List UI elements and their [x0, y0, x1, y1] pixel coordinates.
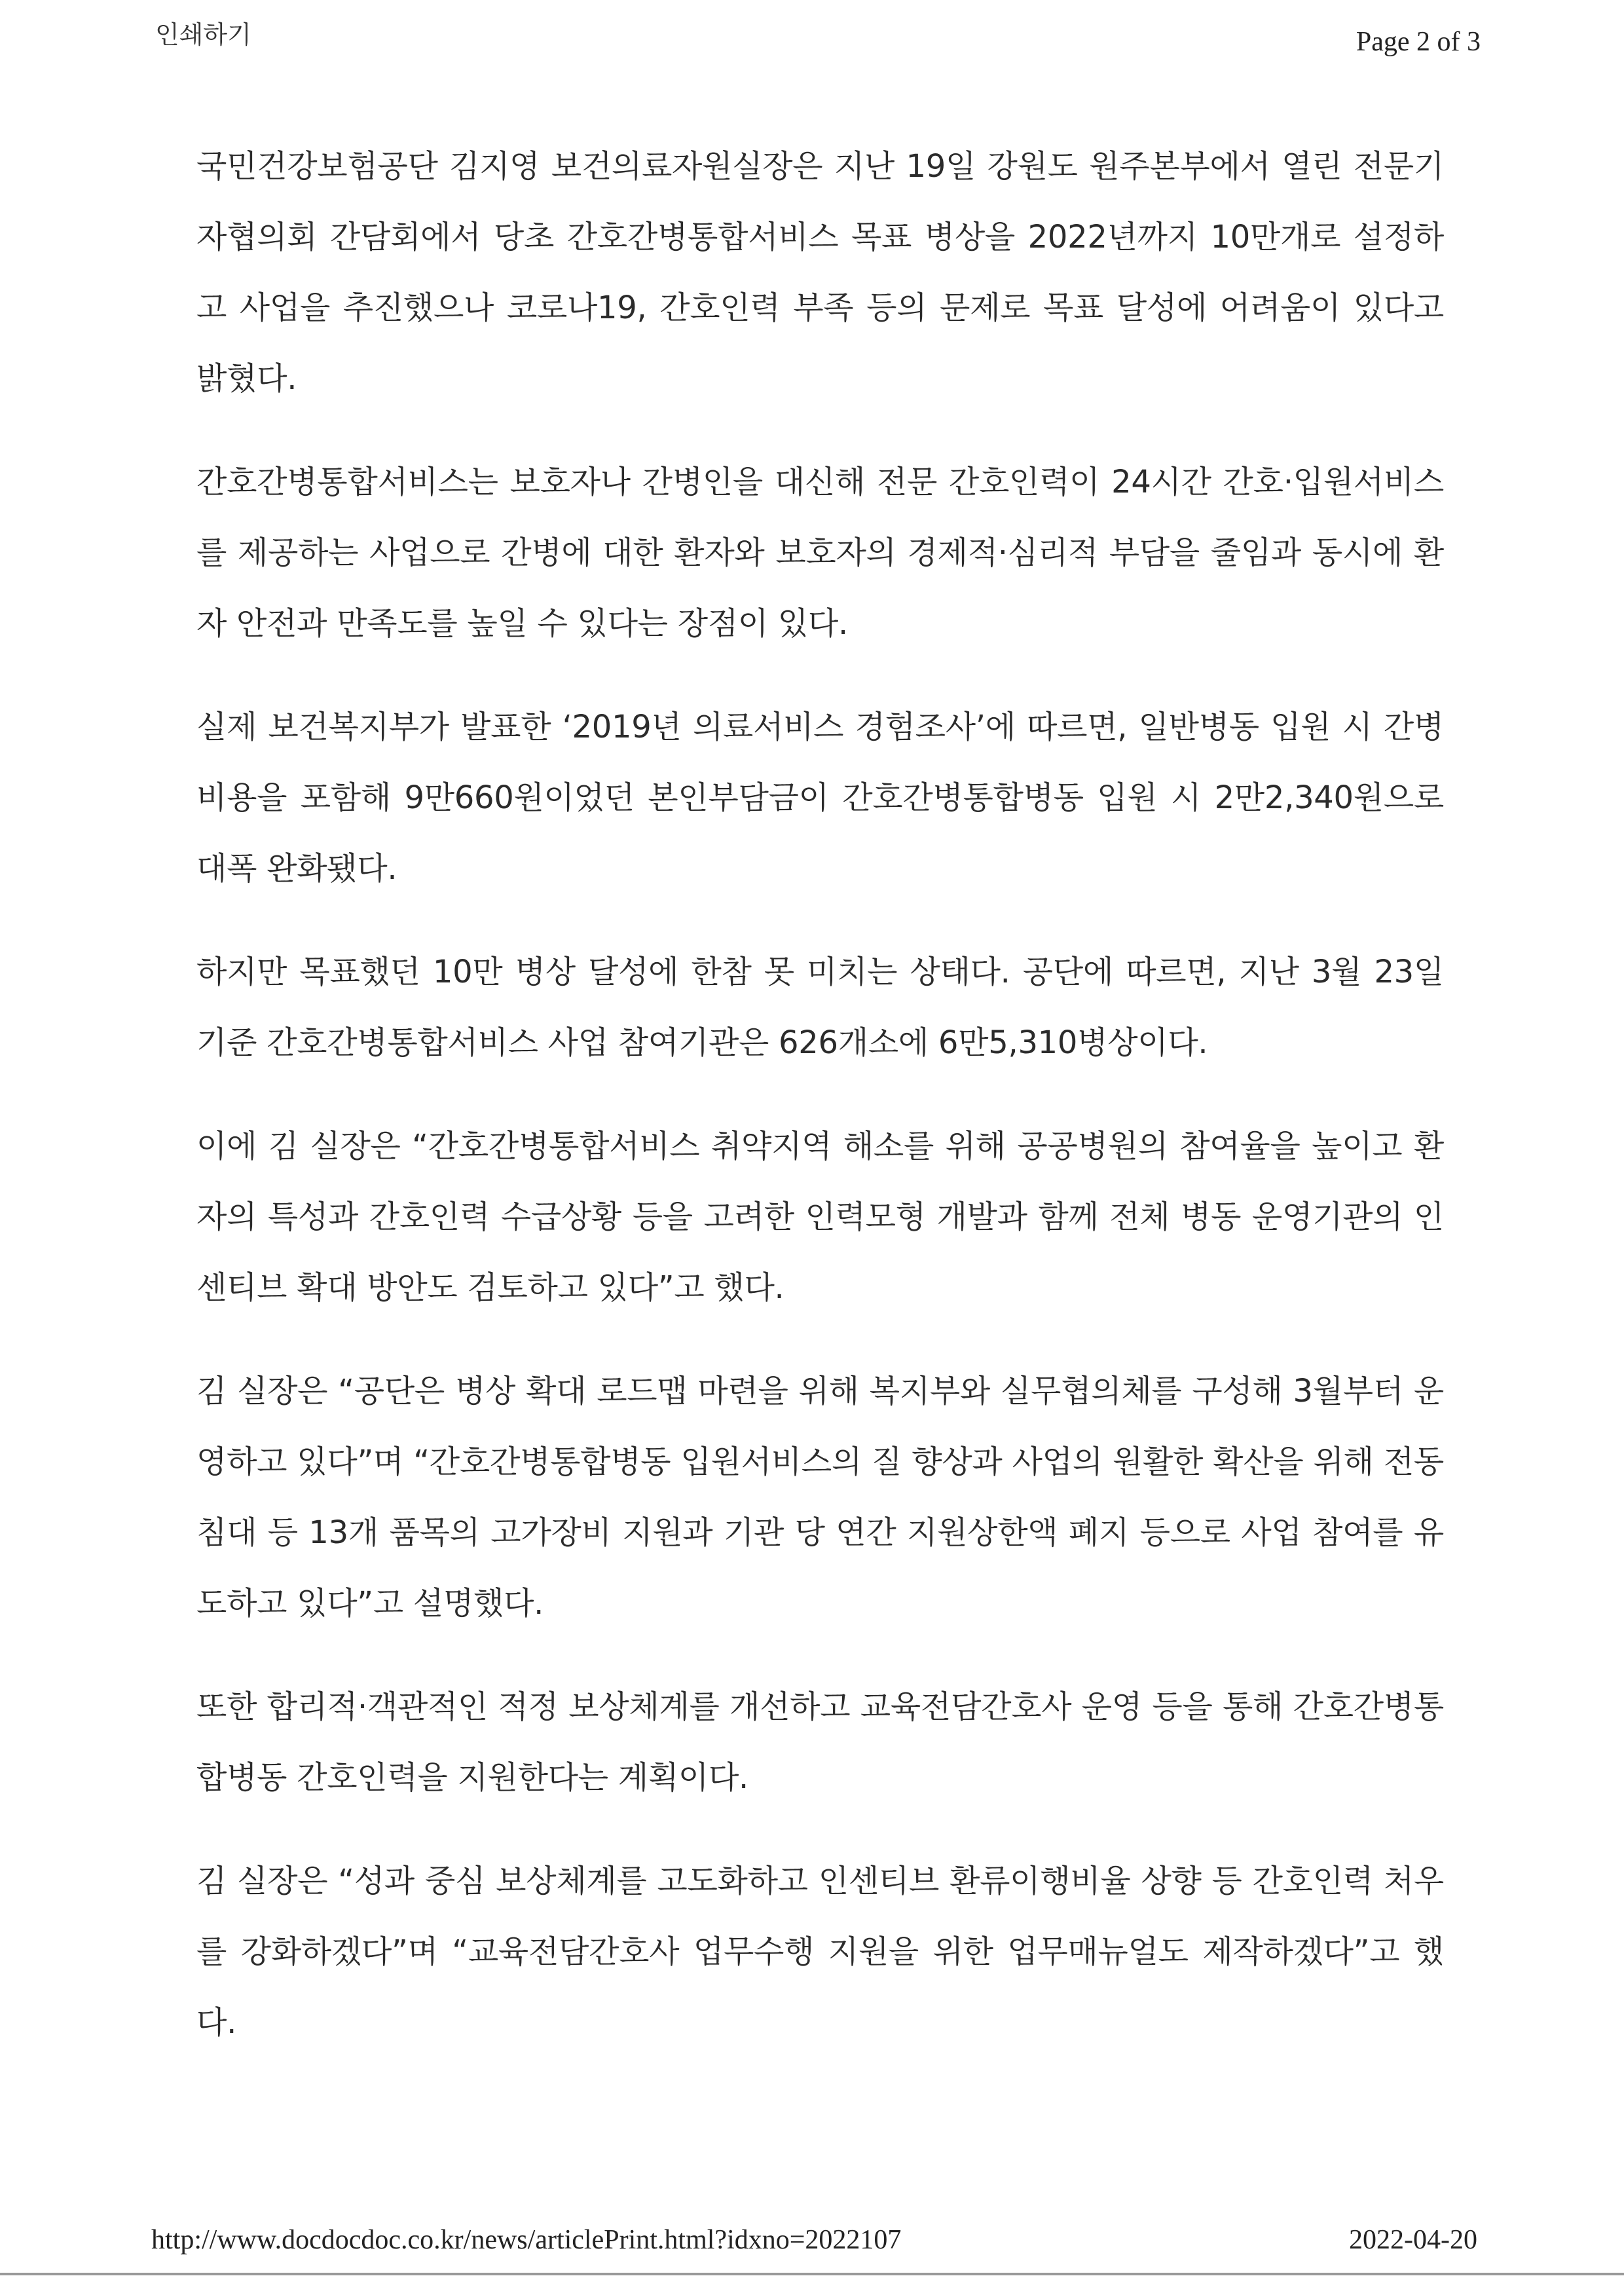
scan-edge-line: [0, 2273, 1624, 2275]
paragraph-6: 김 실장은 “공단은 병상 확대 로드맵 마련을 위해 복지부와 실무협의체를 구성해 3월부터 운영하고 있다”며 “간호간병통합병동 입원서비스의 질 향상과 사업의 원활한 확산을 위해 전동침대 등 13개 품목의 고가장비 지원과 기관 당 연간 지원상한액 폐지 등으로 사업 참여를 유도하고 있다”고 설명했다.: [196, 1373, 1444, 1622]
page-indicator: Page 2 of 3: [1356, 27, 1481, 57]
paragraph-3: 실제 보건복지부가 발표한 ‘2019년 의료서비스 경험조사’에 따르면, 일반병동 입원 시 간병비용을 포함해 9만660원이었던 본인부담금이 간호간병통합병동 입원 시 2만2,340원으로 대폭 완화됐다.: [196, 709, 1444, 887]
footer-url: http://www.docdocdoc.co.kr/news/articlePrint.html?idxno=2022107: [151, 2225, 902, 2255]
paragraph-5: 이에 김 실장은 “간호간병통합서비스 취약지역 해소를 위해 공공병원의 참여율을 높이고 환자의 특성과 간호인력 수급상황 등을 고려한 인력모형 개발과 함께 전체 병동 운영기관의 인센티브 확대 방안도 검토하고 있다”고 했다.: [196, 1128, 1444, 1306]
footer-date: 2022-04-20: [1349, 2225, 1477, 2255]
paragraph-1: 국민건강보험공단 김지영 보건의료자원실장은 지난 19일 강원도 원주본부에서 열린 전문기자협의회 간담회에서 당초 간호간병통합서비스 목표 병상을 2022년까지 10만개로 설정하고 사업을 추진했으나 코로나19, 간호인력 부족 등의 문제로 목표 달성에 어려움이 있다고 밝혔다.: [196, 148, 1444, 397]
article-body: [196, 131, 1444, 2091]
print-link[interactable]: 인쇄하기: [155, 20, 251, 49]
paragraph-7: 또한 합리적·객관적인 적정 보상체계를 개선하고 교육전담간호사 운영 등을 통해 간호간병통합병동 간호인력을 지원한다는 계획이다.: [196, 1689, 1444, 1796]
paragraph-8: 김 실장은 “성과 중심 보상체계를 고도화하고 인센티브 환류이행비율 상향 등 간호인력 처우를 강화하겠다”며 “교육전담간호사 업무수행 지원을 위한 업무매뉴얼도 제작하겠다”고 했다.: [196, 1863, 1444, 2041]
paragraph-2: 간호간병통합서비스는 보호자나 간병인을 대신해 전문 간호인력이 24시간 간호·입원서비스를 제공하는 사업으로 간병에 대한 환자와 보호자의 경제적·심리적 부담을 줄임과 동시에 환자 안전과 만족도를 높일 수 있다는 장점이 있다.: [196, 464, 1444, 642]
paragraph-4: 하지만 목표했던 10만 병상 달성에 한참 못 미치는 상태다. 공단에 따르면, 지난 3월 23일 기준 간호간병통합서비스 사업 참여기관은 626개소에 6만5,310병상이다.: [196, 954, 1444, 1061]
